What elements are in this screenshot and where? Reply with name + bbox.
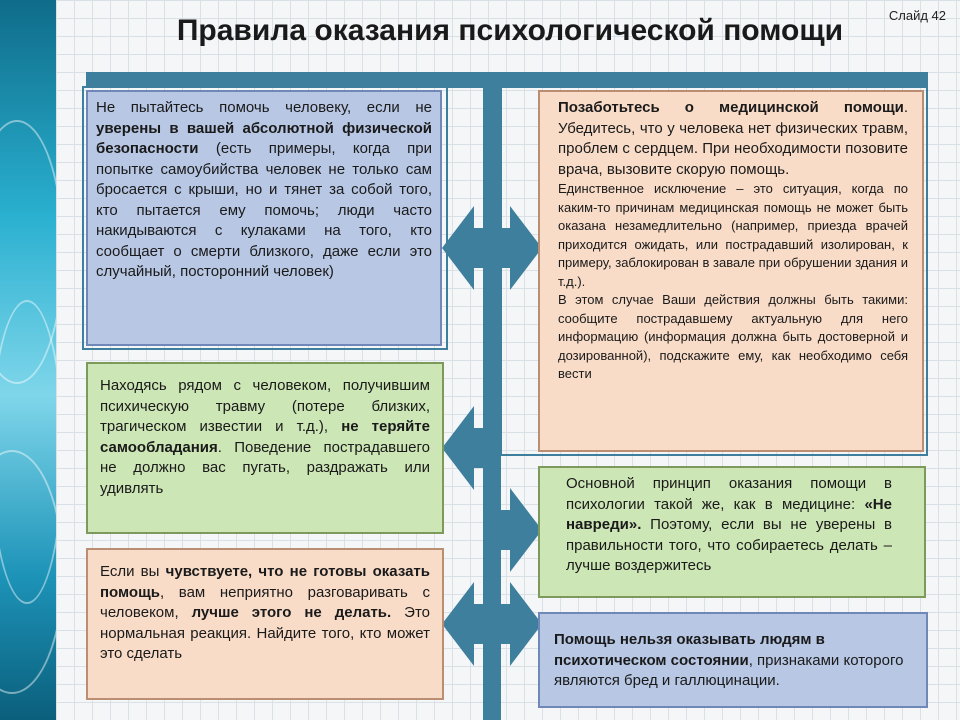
double-arrow-icon (442, 574, 542, 674)
text: Находясь рядом с человеком, получившим психическую травму (потере близких, трагическом известии и т.д.), (100, 377, 430, 435)
slide-title: Правила оказания психологической помощи (176, 14, 844, 47)
emphasis: Помощь нельзя оказывать людям в психотическом состоянии (554, 631, 825, 669)
rule-safety-box (86, 90, 442, 346)
double-arrow-icon (442, 198, 542, 298)
emphasis: чувствуете, что не готовы оказать помощь (100, 563, 431, 601)
slide-number: Слайд 42 (888, 8, 946, 23)
left-arrow-icon (442, 398, 490, 498)
emphasis: «Не навреди». (566, 495, 892, 533)
text: . Поведение пострадавшего не должно вас пугать, раздражать или удивлять (100, 438, 430, 497)
exception-paragraph: Единственное исключение – это ситуация, когда по каким-то причинам медицинская помощь не может быть оказана незамедлительно (например, приезда врачей приходится ожидать, или пострадавший изолирован, к примеру, заблокирован в завале при обрушении здания и т.д.). (558, 181, 908, 289)
text: , признаками которого являются бред и галлюцинации. (554, 651, 904, 689)
text: Не пытайтесь помочь человеку, если не (96, 99, 432, 116)
decorative-side-strip (0, 0, 56, 720)
text: Поэтому, если вы не уверены в правильности того, что собираетесь делать – лучше воздержитесь (566, 516, 892, 574)
text: Это нормальная реакция. Найдите того, кто может это сделать (100, 604, 430, 662)
text: Если вы (100, 563, 166, 580)
rule-do-no-harm-box (538, 466, 926, 598)
emphasis: не теряйте самообладания (100, 418, 430, 456)
emphasis: Позаботьтесь о медицинской помощи (558, 99, 904, 116)
actions-paragraph: В этом случае Ваши действия должны быть такими: сообщите пострадавшему актуальную для него информацию (информация должна быть достоверной и дозированной), подскажите ему, как необходимо себя вести (558, 292, 908, 381)
text: (есть примеры, когда при попытке самоубийства человек не только сам бросается с крыши, но и тянет за собой того, кто пытается ему помочь; люди часто накидываются с кулаками на того, кто сообщает о смерти близкого, даже если это случайный, посторонний человек) (96, 140, 432, 280)
right-arrow-icon (494, 480, 542, 580)
rule-medical-box (538, 90, 924, 452)
text: , вам неприятно разговаривать с человеком, (100, 583, 430, 621)
rule-readiness-box (86, 548, 444, 700)
rule-composure-box (86, 362, 444, 534)
emphasis: лучше этого не делать. (191, 604, 392, 621)
text: Основной принцип оказания помощи в психологии такой же, как в медицине: (566, 475, 892, 513)
rule-psychotic-box (538, 612, 928, 708)
text: . Убедитесь, что у человека нет физических травм, проблем с сердцем. При необходимости позовите врача, вызовите скорую помощь. (558, 99, 908, 178)
emphasis: уверены в вашей абсолютной физической безопасности (96, 119, 432, 157)
